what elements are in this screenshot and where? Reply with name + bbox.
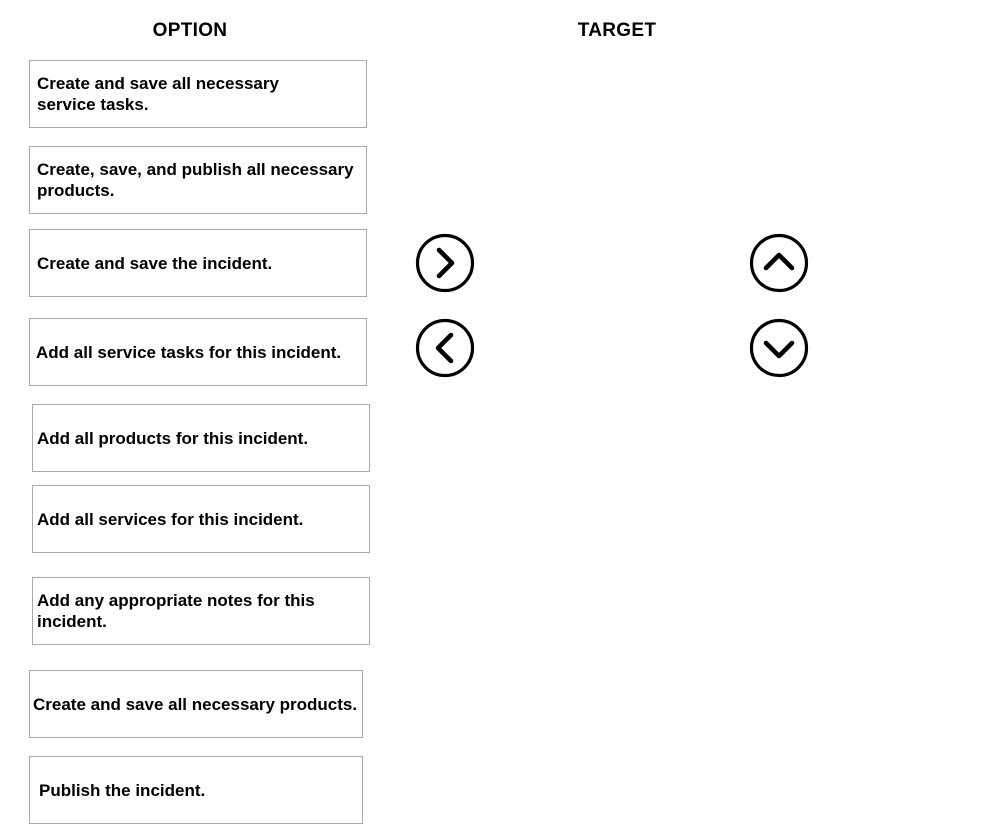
chevron-left-icon [415, 318, 475, 378]
option-item[interactable] [29, 756, 363, 824]
chevron-down-icon [749, 318, 809, 378]
option-item-label: Create and save all necessary products. [33, 694, 358, 714]
move-right-button[interactable] [415, 233, 475, 293]
option-item[interactable] [32, 485, 370, 553]
option-item[interactable] [32, 404, 370, 472]
option-item-label: Add all service tasks for this incident. [36, 342, 342, 362]
chevron-up-icon [749, 233, 809, 293]
target-list[interactable] [490, 60, 730, 824]
option-item-label: Create and save the incident. [37, 253, 273, 273]
move-down-button[interactable] [749, 318, 809, 378]
option-item[interactable] [29, 229, 367, 297]
option-item-label: Add all services for this incident. [37, 509, 304, 529]
option-item[interactable] [29, 670, 363, 738]
option-item-label: Create, save, and publish all necessary products. [37, 160, 354, 200]
option-column-header: OPTION [152, 20, 228, 41]
option-item[interactable] [29, 60, 367, 128]
move-up-button[interactable] [749, 233, 809, 293]
option-item-label: Publish the incident. [39, 780, 206, 800]
target-column-header: TARGET [577, 20, 657, 41]
option-item[interactable] [32, 577, 370, 645]
move-left-button[interactable] [415, 318, 475, 378]
option-item-label: Add any appropriate notes for this incident. [37, 591, 315, 631]
option-item[interactable] [29, 146, 367, 214]
chevron-right-icon [415, 233, 475, 293]
option-item-label: Add all products for this incident. [37, 428, 309, 448]
option-item-label: Create and save all necessary service tasks. [37, 74, 279, 114]
option-item[interactable] [29, 318, 367, 386]
